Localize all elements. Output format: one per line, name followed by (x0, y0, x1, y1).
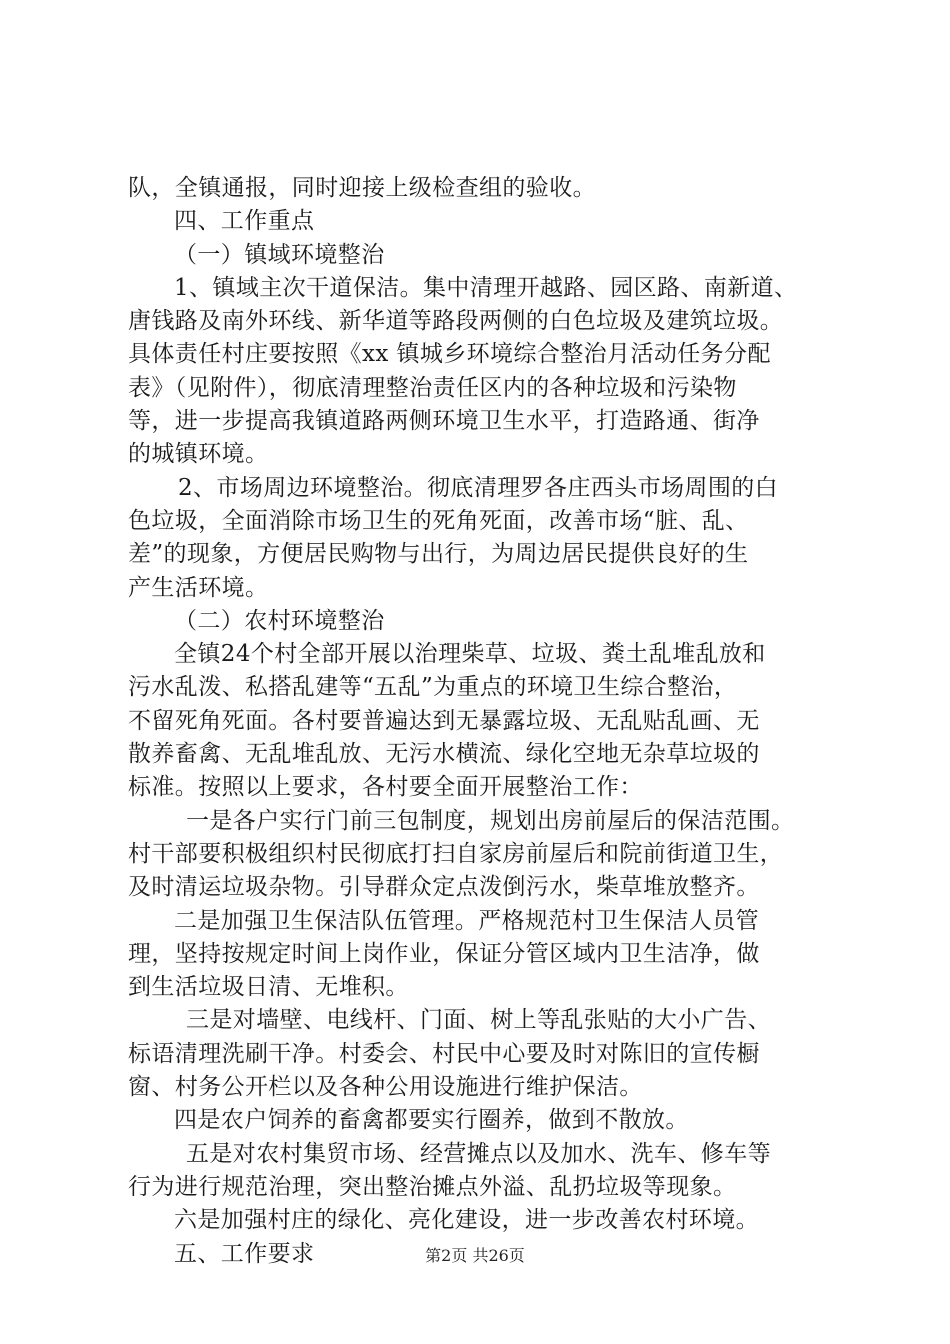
text-line: 六是加强村庄的绿化、亮化建设，进一步改善农村环境。 (174, 1207, 759, 1234)
text-line: 表》（见附件），彻底清理整治责任区内的各种垃圾和污染物 (128, 374, 737, 401)
text-line: 全镇24个村全部开展以治理柴草、垃圾、粪土乱堆乱放和 (174, 641, 766, 668)
text-line: 标准。按照以上要求，各村要全面开展整治工作： (128, 774, 643, 801)
text-line: 四、工作重点 (174, 208, 315, 235)
text-line: 等，进一步提高我镇道路两侧环境卫生水平，打造路通、街净 (128, 408, 760, 435)
text-line: 标语清理洗刷干净。村委会、村民中心要及时对陈旧的宣传橱 (128, 1040, 760, 1067)
text-line: 及时清运垃圾杂物。引导群众定点泼倒污水，柴草堆放整齐。 (128, 874, 760, 901)
text-line: 一是各户实行门前三包制度，规划出房前屋后的保洁范围。 (186, 807, 795, 834)
text-line: 五、工作要求 (174, 1240, 315, 1267)
page-footer: 第2页 共26页 (425, 1246, 525, 1265)
text-line: 村干部要积极组织村民彻底打扫自家房前屋后和院前街道卫生， (128, 840, 784, 867)
text-line: 的城镇环境。 (128, 441, 269, 468)
text-line: 散养畜禽、无乱堆乱放、无污水横流、绿化空地无杂草垃圾的 (128, 741, 760, 768)
text-line: 四是农户饲养的畜禽都要实行圈养，做到不散放。 (174, 1107, 689, 1134)
text-line: 差”的现象，方便居民购物与出行，为周边居民提供良好的生 (128, 541, 749, 568)
text-line: 唐钱路及南外环线、新华道等路段两侧的白色垃圾及建筑垃圾。 (128, 308, 784, 335)
text-line: （二）农村环境整治 (174, 607, 385, 634)
text-line: 三是对墙壁、电线杆、门面、树上等乱张贴的大小广告、 (186, 1007, 771, 1034)
text-line: 具体责任村庄要按照《xx 镇城乡环境综合整治月活动任务分配 (128, 341, 771, 368)
text-line: 理，坚持按规定时间上岗作业，保证分管区域内卫生洁净，做 (128, 940, 760, 967)
text-line: 五是对农村集贸市场、经营摊点以及加水、洗车、修车等 (186, 1140, 771, 1167)
text-line: 行为进行规范治理，突出整治摊点外溢、乱扔垃圾等现象。 (128, 1173, 737, 1200)
text-line: 到生活垃圾日清、无堆积。 (128, 974, 409, 1001)
text-line: 产生活环境。 (128, 574, 269, 601)
text-line: 队，全镇通报，同时迎接上级检查组的验收。 (128, 175, 596, 201)
text-line: （一）镇域环境整治 (174, 241, 385, 268)
text-line: 不留死角死面。各村要普遍达到无暴露垃圾、无乱贴乱画、无 (128, 707, 760, 734)
text-line: 污水乱泼、私搭乱建等“五乱”为重点的环境卫生综合整治， (128, 674, 738, 701)
text-line: 2、市场周边环境整治。彻底清理罗各庄西头市场周围的白 (178, 474, 779, 501)
text-line: 窗、村务公开栏以及各种公用设施进行维护保洁。 (128, 1074, 643, 1101)
text-line: 1、镇域主次干道保洁。集中清理开越路、园区路、南新道、 (174, 274, 798, 301)
text-line: 色垃圾，全面消除市场卫生的死角死面，改善市场“脏、乱、 (128, 507, 749, 534)
text-line: 二是加强卫生保洁队伍管理。严格规范村卫生保洁人员管 (174, 907, 759, 934)
document-body (128, 172, 840, 1271)
